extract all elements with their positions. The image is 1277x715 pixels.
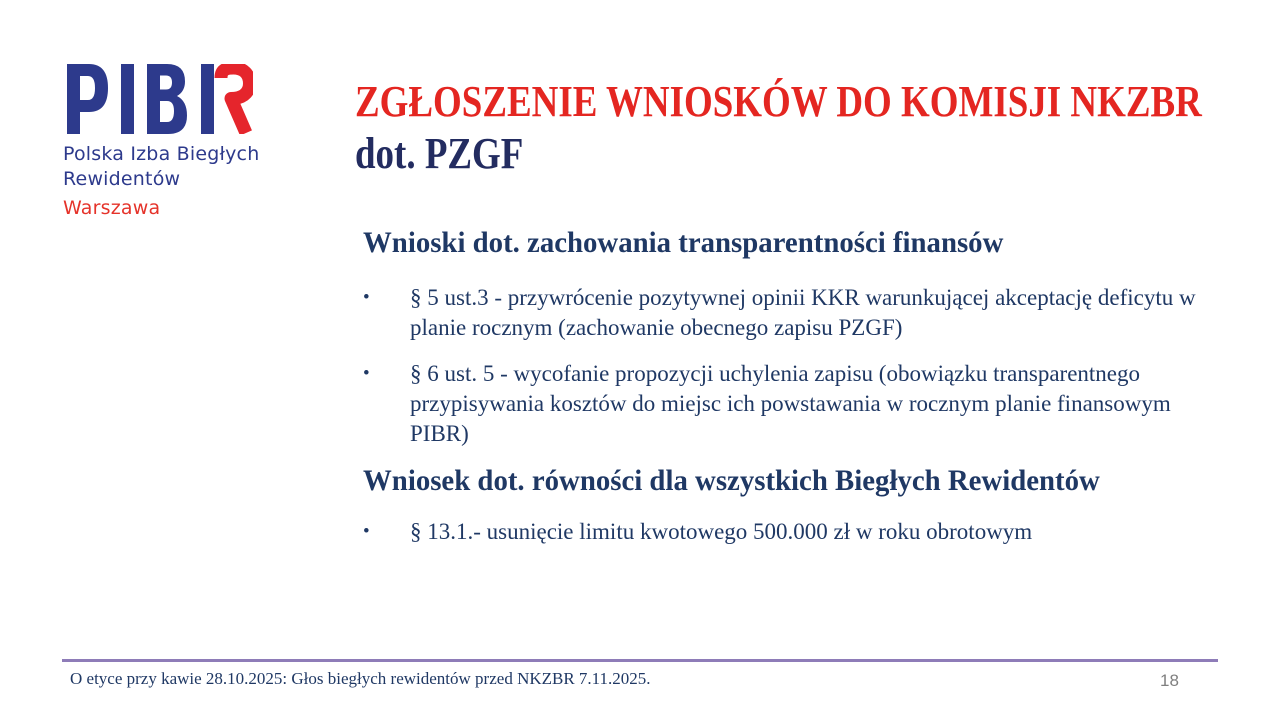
bullet-list <box>363 517 1221 547</box>
bullet-dot: • <box>363 363 370 384</box>
bullet-item <box>363 359 1221 449</box>
section-transparency <box>363 225 1221 449</box>
footer-text: O etyce przy kawie 28.10.2025: Głos biegłych rewidentów przed NKZBR 7.11.2025. <box>70 669 651 688</box>
page-number: 18 <box>1160 671 1179 690</box>
slide-body <box>363 225 1221 547</box>
slide-title-line1: ZGŁOSZENIE WNIOSKÓW DO KOMISJI NKZBR <box>355 77 1202 126</box>
section-heading: Wnioski dot. zachowania transparentności finansów <box>363 226 1004 259</box>
bullet-text: § 5 ust.3 - przywrócenie pozytywnej opinii KKR warunkującej akceptację deficytu w planie rocznym (zachowanie obecnego zapisu PZGF) <box>410 285 1196 340</box>
bullet-text: § 13.1.- usunięcie limitu kwotowego 500.000 zł w roku obrotowym <box>410 519 1033 544</box>
pibr-logo <box>63 64 259 220</box>
bullet-item <box>363 283 1221 343</box>
pibr-logo-icon <box>63 64 253 134</box>
bullet-text: § 6 ust. 5 - wycofanie propozycji uchylenia zapisu (obowiązku transparentnego przypisywania kosztów do miejsc ich powstawania w rocznym planie finansowym PIBR) <box>410 361 1171 446</box>
bullet-list <box>363 283 1221 449</box>
footer-divider <box>62 659 1218 662</box>
logo-city: Warszawa <box>63 197 161 219</box>
bullet-item <box>363 517 1221 547</box>
section-equality <box>363 463 1221 547</box>
slide-title <box>355 76 1255 180</box>
logo-org-line1: Polska Izba Biegłych <box>63 143 260 165</box>
bullet-dot: • <box>363 521 370 542</box>
bullet-dot: • <box>363 287 370 308</box>
section-heading: Wniosek dot. równości dla wszystkich Biegłych Rewidentów <box>363 464 1100 497</box>
logo-org-line2: Rewidentów <box>63 168 181 190</box>
slide-title-line2: dot. PZGF <box>355 129 524 178</box>
